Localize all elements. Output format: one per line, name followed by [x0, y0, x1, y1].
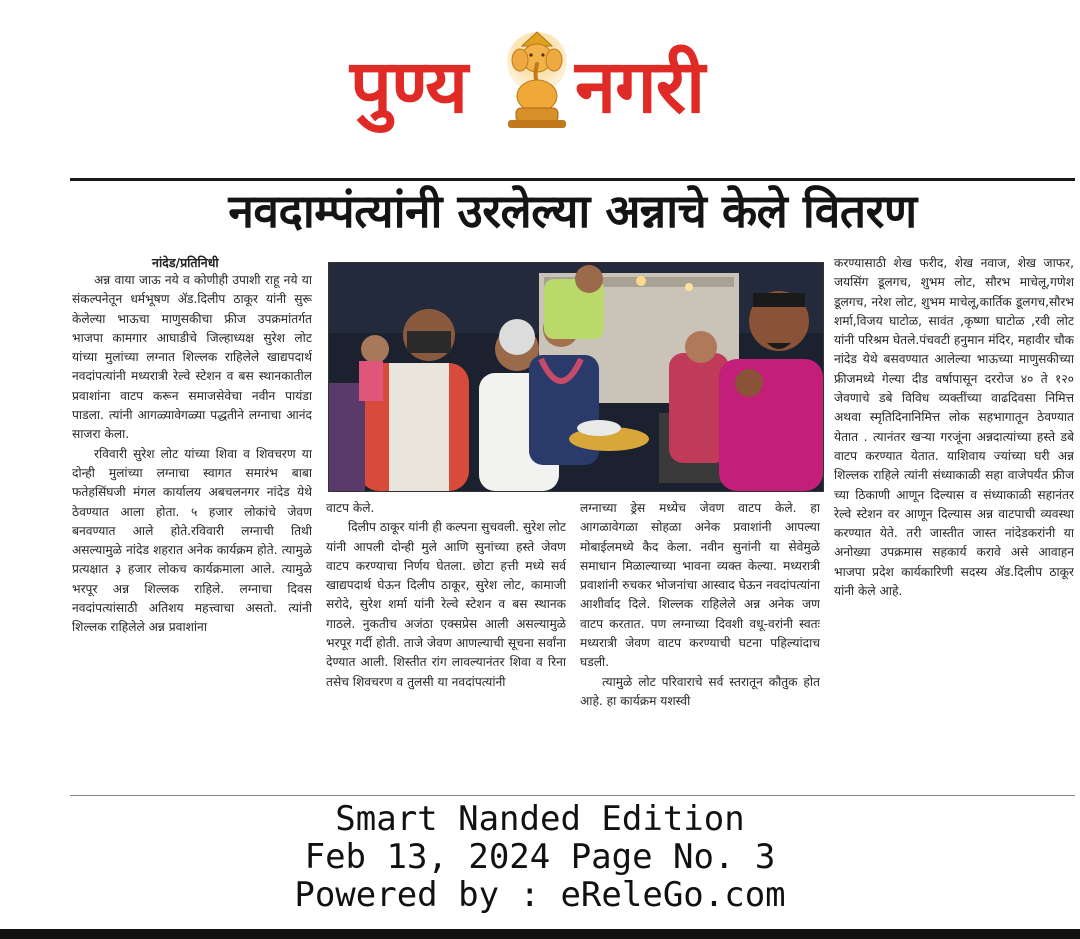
- edition-footer: [0, 800, 1080, 914]
- column-2-paragraph: दिलीप ठाकूर यांनी ही कल्पना सुचवली. सुरेश लोट यांनी आपली दोन्ही मुले आणि सुनांच्या हस्ते जेवण वाटप करण्याचा निर्णय घेतला. छोटा हत्ती मध्ये सर्व खाद्यपदार्थ घेऊन दिलीप ठाकूर, सुरेश लोट, कामाजी सरोदे, सुरेश शर्मा यांनी रेल्वे स्टेशन व बस स्थानक गाठले. नुकतीच अजंठा एक्सप्रेस आली असल्यामुळे भरपूर गर्दी होती. ताजे जेवण आणल्याची सूचना सर्वांना देण्यात आली. शिस्तीत रांग लावल्यानंतर शिवा व रिना तसेच शिवचरण व तुलसी या नवदांपत्यांनी: [326, 520, 566, 689]
- column-4-paragraph: करण्यासाठी शेख फरीद, शेख नवाज, शेख जाफर, जयसिंग डूलगच, शुभम लोट, सौरभ माचेलू,गणेश डूलगच, नरेश लोट, शुभम माचेलू,कार्तिक डूलगच,सौरभ शर्मा,विजय घाटोळ, सावंत ,कृष्णा घाटोळ ,रवी लोट यांनी परिश्रम घेतले.पंचवटी हनुमान मंदिर, महावीर चौक नांदेड येथे बसवण्यात आलेल्या भाऊच्या माणुसकीच्या फ्रीजमध्ये गेल्या दीड वर्षापासून दररोज ४० ते १२० जेवणाचे डबे विविध व्यक्तींच्या वाढदिवसा निमित्त अथवा स्मृतिदिनानिमित्त लोक सहभागातून ठेवण्यात येतात . त्यानंतर खऱ्या गरजूंना अन्नदात्यांच्या हस्ते डबे वाटप करण्यात येतात. याशिवाय ज्यांच्या घरी अन्न शिल्लक राहिले त्यांनी संध्याकाळी सहा वाजेपर्यंत फ्रीज च्या ठिकाणी आणून दिल्यास व संध्याकाळी सहानंतर रेल्वे स्टेशन वर आणून दिल्यास अन्न वाटपाची व्यवस्था करण्यात येते. तरी जास्तीत जास्त नांदेडकरांनी या अनोख्या उपक्रमास सहकार्य करावे असे आवाहन भाजपा प्रदेश कार्यकारिणी सदस्य ॲड.दिलीप ठाकूर यांनी केले आहे.: [834, 256, 1074, 599]
- masthead-title-left: पुण्य: [350, 44, 468, 130]
- column-3-paragraph: त्यामुळे लोट परिवाराचे सर्व स्तरातून कौतुक होत आहे. हा कार्यक्रम यशस्वी: [580, 674, 820, 708]
- masthead-title-right: नगरी: [575, 44, 705, 130]
- article-column-3: [580, 499, 820, 809]
- bottom-bar: [0, 929, 1080, 939]
- ganesh-icon: [500, 28, 574, 132]
- article-photo: [328, 262, 824, 492]
- footer-powered-by: Powered by : eReleGo.com: [294, 875, 786, 915]
- column-3-paragraph: लग्नाच्या ड्रेस मध्येच जेवण वाटप केले. हा आगळावेगळा सोहळा अनेक प्रवाशांनी आपल्या मोबाईलमध्ये कैद केला. नवीन सुनांनी या सेवेमुळे समाधान मिळाल्याच्या भावना व्यक्त केल्या. मध्यरात्री प्रवाशांनी रुचकर भोजनांचा आस्वाद घेऊन नवदांपत्यांना आशीर्वाद दिले. शिल्लक राहिलेले अन्न अनेक जण वाटप करतात. पण लग्नाच्या दिवशी वधू-वरांनी स्वतः मध्यरात्री जेवण वाटप करण्याची घटना पहिल्यांदाच घडली.: [580, 501, 820, 670]
- column-1-paragraph: रविवारी सुरेश लोट यांच्या शिवा व शिवचरण या दोन्ही मुलांच्या लग्नाचा स्वागत समारंभ बाबा फतेहसिंघजी मंगल कार्यालय अबचलनगर नांदेड येथे ठेवण्यात आला होता. ५ हजार लोकांचे जेवण बनवण्यात आले होते.रविवारी लग्नाची तिथी असल्यामुळे नांदेड शहरात अनेक कार्यक्रम होते. त्यामुळे प्रत्यक्षात ३ हजार लोकच कार्यक्रमाला आले. त्यामुळे भरपूर अन्न शिल्लक राहिले. लग्नाचा दिवस नवदांपत्यांसाठी अतिशय महत्त्वाचा असतो. त्यांनी शिल्लक राहिलेले अन्न प्रवाशांना: [72, 446, 312, 635]
- column-2-paragraph: वाटप केले.: [326, 501, 375, 515]
- article-column-4: [834, 254, 1074, 814]
- article-column-2: [326, 499, 566, 809]
- footer-date-page: Feb 13, 2024 Page No. 3: [304, 837, 776, 877]
- photo-illustration: [329, 263, 823, 491]
- footer-edition: Smart Nanded Edition: [335, 799, 745, 839]
- article-headline: नवदाम्पंत्यांनी उरलेल्या अन्नाचे केले वितरण: [228, 184, 917, 238]
- masthead: [0, 0, 1080, 160]
- article-byline: नांदेड/प्रतिनिधी: [152, 255, 219, 270]
- column-1-paragraph: अन्न वाया जाऊ नये व कोणीही उपाशी राहू नये या संकल्पनेतून धर्मभूषण ॲड.दिलीप ठाकूर यांनी सुरू केलेल्या भाऊचा माणुसकीचा फ्रीज उपक्रमांतर्गत भाजपा कामगार आघाडीचे जिल्हाध्यक्ष सुरेश लोट यांच्या मुलांच्या लग्नात शिल्लक राहिलेले खाद्यपदार्थ नवदांपत्यांनी मध्यरात्री रेल्वे स्टेशन व बस स्थानकातील प्रवाशांना वाटप करून समाजसेवेचा नवीन पायंडा पाडला. त्यांनी आगळ्यावेगळ्या पद्धतीने लग्नाचा आनंद साजरा केला.: [72, 273, 312, 442]
- article-bottom-rule: [70, 795, 1075, 796]
- article-column-1: [72, 271, 312, 811]
